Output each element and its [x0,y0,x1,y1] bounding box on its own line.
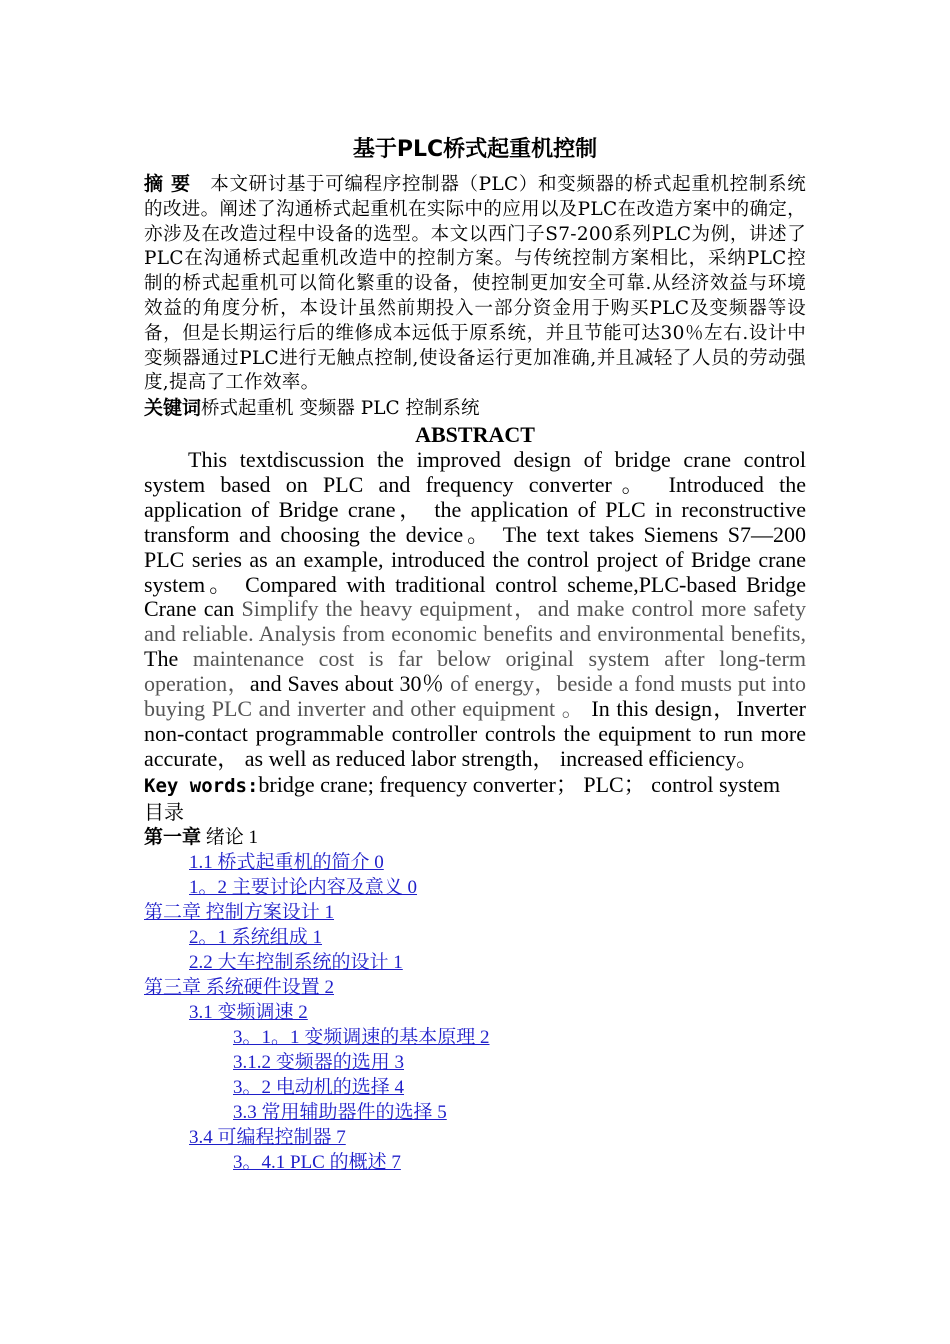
english-abstract-part-1: This textdiscussion the improved design of bridge crane control system based on PLC and frequency converter。 Introduced the application of Bridge crane， the application of PLC in reconstructive transform and choosing the device。 The text takes Siemens S7—200 PLC series as an example, introduced the control project of Bridge crane system。 Compared with traditional control scheme,PLC-based Bridge Crane can [144,446,806,622]
toc-link-2-2[interactable]: 2.2 大车控制系统的设计 1 [189,951,403,973]
toc-link-chapter-2[interactable]: 第二章 控制方案设计 1 [144,901,335,923]
toc-link-chapter-3[interactable]: 第三章 系统硬件设置 2 [144,976,335,998]
toc-item-3-3 [144,1100,806,1125]
toc-item-1-2 [144,875,806,900]
toc-link-3-1-2[interactable]: 3.1.2 变频器的选用 3 [233,1051,405,1073]
toc-link-3-2[interactable]: 3。2 电动机的选择 4 [233,1076,405,1098]
toc-item-3-4-1 [144,1150,806,1175]
toc-link-3-4-1[interactable]: 3。4.1 PLC 的概述 7 [233,1151,401,1173]
toc-item-3-4 [144,1125,806,1150]
document-title: 基于PLC桥式起重机控制 [352,137,598,162]
toc-item-3-1 [144,1000,806,1025]
toc-chapter-1-label: 第一章 [144,825,202,848]
toc-item-chapter-2 [144,900,806,925]
chinese-keywords [144,396,806,422]
english-keywords-text: bridge crane; frequency converter； PLC； control system [258,771,781,797]
toc-item-1-1 [144,850,806,875]
toc-link-1-2[interactable]: 1。2 主要讨论内容及意义 0 [189,876,418,898]
toc-chapter-1-title: 绪论 1 [201,826,259,848]
toc-link-2-1[interactable]: 2。1 系统组成 1 [189,926,323,948]
toc-link-3-1-1[interactable]: 3。1。1 变频调速的基本原理 2 [233,1026,490,1048]
chinese-abstract-body: 本文研讨基于可编程序控制器（PLC）和变频器的桥式起重机控制系统的改进。阐述了沟通桥式起重机在实际中的应用以及PLC在改造方案中的确定，亦涉及在改造过程中设备的选型。本文以西门子S7-200系列PLC为例，讲述了PLC在沟通桥式起重机改造中的控制方案。与传统控制方案相比，采纳PLC控制的桥式起重机可以简化繁重的设备，使控制更加安全可靠.从经济效益与环境效益的角度分析，本设计虽然前期投入一部分资金用于购买PLC及变频器等设备，但是长期运行后的维修成本远低于原系统，并且节能可达30％左右.设计中变频器通过PLC进行无触点控制,使设备运行更加准确,并且减轻了人员的劳动强度,提高了工作效率。 [144,174,807,394]
toc-link-3-1[interactable]: 3.1 变频调速 2 [189,1001,308,1023]
table-of-contents [144,825,806,1175]
english-abstract-part-2: Simplify the heavy equipment，and make control more safety and reliable. Analysis from economic benefits and environmental benefits, [144,596,806,647]
english-abstract-part-4: maintenance cost is far below original system after long-term operation， [144,646,806,697]
english-keywords-label: Key words: [144,774,259,797]
english-abstract-part-7: In this design，Inverter non-contact programmable controller controls the equipment to run more accurate， as well as reduced labor strength， increased efficiency。 [144,696,807,771]
toc-item-3-2 [144,1075,806,1100]
document-content [144,132,806,1175]
toc-item-3-1-2 [144,1050,806,1075]
english-abstract [144,448,806,772]
chinese-abstract-label: 摘 要 [144,173,191,195]
toc-item-2-2 [144,950,806,975]
english-abstract-part-3: The [144,646,193,672]
chinese-abstract [144,172,806,396]
english-abstract-part-5: and Saves about 30％ [249,671,451,697]
chinese-keywords-label: 关键词 [144,397,202,420]
toc-item-2-1 [144,925,806,950]
abstract-heading: ABSTRACT [415,421,535,447]
toc-heading: 目录 [144,799,184,824]
toc-item-3-1-1 [144,1025,806,1050]
toc-item-chapter-3 [144,975,806,1000]
toc-link-3-3[interactable]: 3.3 常用辅助器件的选择 5 [233,1101,447,1123]
toc-link-1-1[interactable]: 1.1 桥式起重机的简介 0 [189,851,384,873]
english-abstract-part-6: of energy，beside a fond musts put into buying PLC and inverter and other equipment 。 [144,671,807,722]
toc-link-3-4[interactable]: 3.4 可编程控制器 7 [189,1126,346,1148]
chinese-keywords-text: 桥式起重机 变频器 PLC 控制系统 [201,398,480,420]
english-keywords [144,772,806,799]
toc-chapter-1 [144,825,806,850]
